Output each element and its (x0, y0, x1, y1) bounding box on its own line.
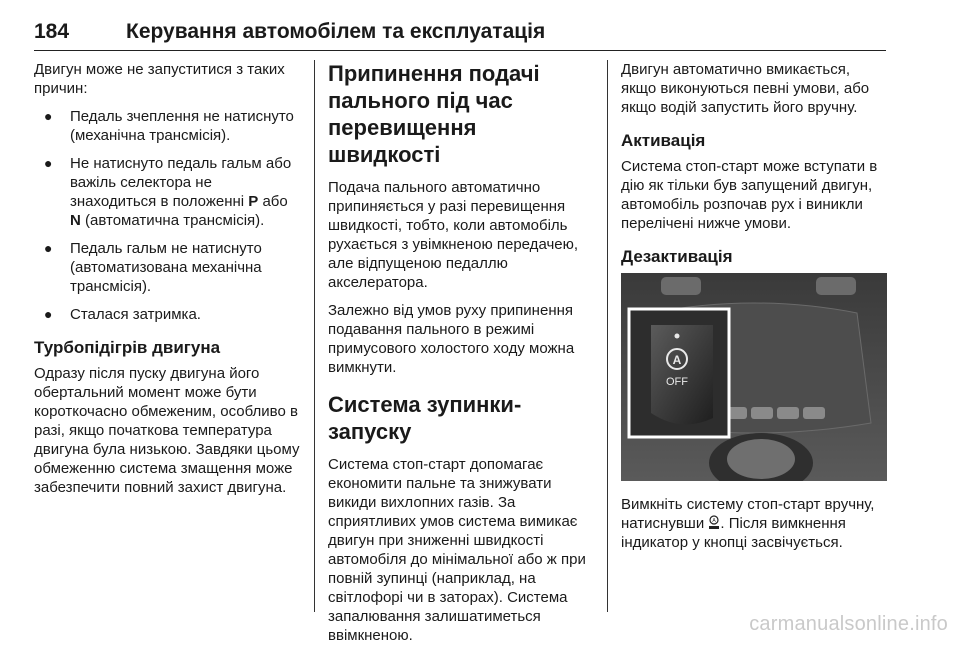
body-text: Система стоп-старт допомагає економити пальне та знижувати викиди вихлопних газів. За сприятливих умов система вимикає двигун при зниженні швидкості автомобіля до мінімальної або ж при повній зупинці (наприклад, на світлофорі чи в заторах). Система запалювання залишатиметься ввімкненою. (328, 456, 586, 644)
column-divider (314, 60, 315, 612)
body-text: Одразу після пуску двигуна його обертальний момент може бути короткочасно обмеженим, особливо в разі, якщо початкова температура двигуна була низькою. Завдяки цьому обмеженню система змащення може забезпечити повний захист двигуна. (34, 365, 300, 496)
bullet-icon: ● (44, 155, 53, 171)
section-heading: Активація (621, 131, 706, 150)
stop-start-button-photo (621, 273, 887, 481)
svg-text:A: A (712, 518, 717, 524)
body-text: Двигун автоматично вмикається, якщо виконуються певні умови, або якщо водій запустить його вручну. (621, 61, 870, 116)
watermark: carmanualsonline.info (749, 613, 948, 635)
intro-text: Двигун може не запуститися з таких причин: (34, 61, 285, 97)
svg-text:A: A (672, 353, 682, 367)
stop-start-off-icon (708, 515, 720, 530)
list-item: ● Не натиснуто педаль гальм або важіль селектора не знаходиться в положенні P або N (автоматична трансмісія). (44, 155, 292, 229)
body-text: Система стоп-старт може вступати в дію як тільки був запущений двигун, автомобіль розпочав рух і виникли перелічені нижче умови. (621, 158, 878, 232)
list-item: ● Педаль зчеплення не натиснуто (механічна трансмісія). (44, 108, 294, 144)
column-divider (607, 60, 608, 612)
bullet-list (34, 107, 302, 324)
page-header (34, 12, 886, 51)
column-1 (34, 60, 302, 506)
bullet-icon: ● (44, 306, 53, 322)
list-item: ● Сталася затримка. (44, 306, 201, 323)
body-text: Залежно від умов руху припинення подавання пального в режимі примусового холостого ходу можна вимкнути. (328, 302, 575, 376)
body-text: Вимкніть систему стоп-старт вручну, натиснувши A . Після вимкнення індикатор у кнопці засвічується. (621, 496, 875, 551)
page-number: 184 (34, 20, 70, 43)
section-heading: Припинення подачі пального під час перевищення швидкості (328, 61, 540, 167)
list-item: ● Педаль гальм не натиснуто (автоматизована механічна трансмісія). (44, 240, 262, 295)
off-label: OFF (666, 376, 688, 388)
page-title: Керування автомобілем та експлуатація (126, 20, 546, 43)
column-3 (621, 60, 889, 561)
bullet-icon: ● (44, 108, 53, 124)
bullet-icon: ● (44, 240, 53, 256)
section-heading: Дезактивація (621, 247, 733, 266)
column-2 (328, 60, 594, 654)
section-heading: Система зупинки-запуску (328, 392, 522, 444)
section-heading: Турбопідігрів двигуна (34, 338, 221, 357)
body-text: Подача пального автоматично припиняється у разі перевищення швидкості, тобто, коли автомобіль рухається з увімкненою передачею, але відпущеною педаллю акселератора. (328, 179, 579, 291)
